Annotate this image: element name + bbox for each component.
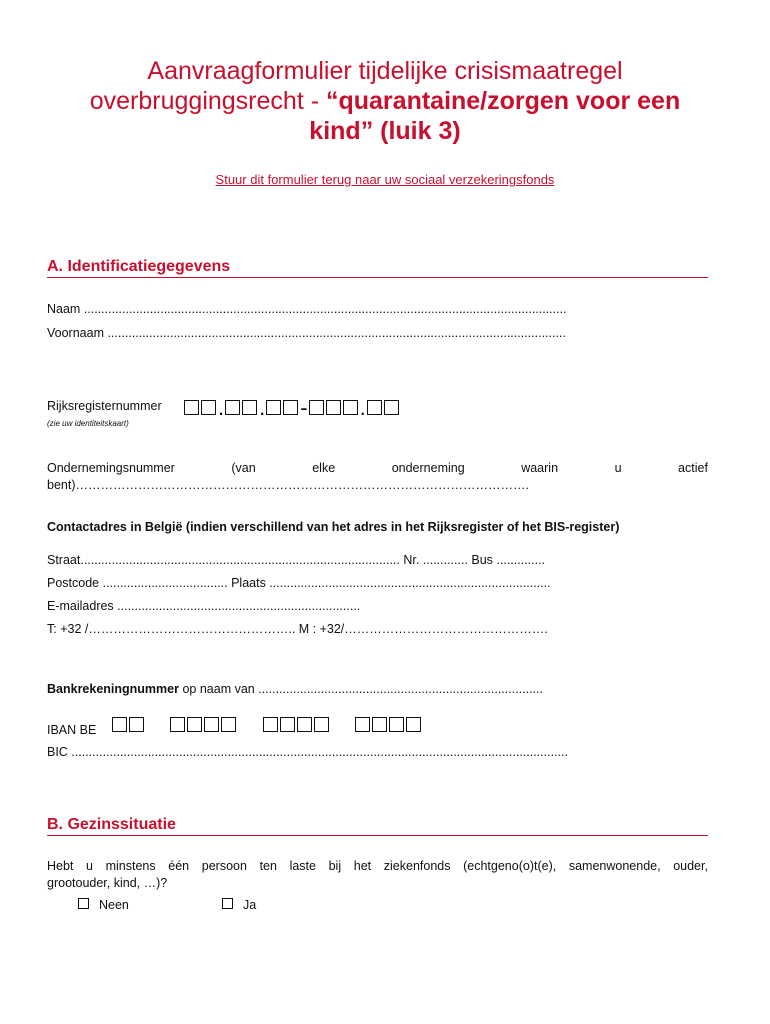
section-b-heading: B. Gezinssituatie xyxy=(47,816,708,836)
contactadres-heading: Contactadres in België (indien verschillend van het adres in het Rijksregister of het BIS-register) xyxy=(47,520,620,534)
title-line-2-plain: overbruggingsrecht - xyxy=(89,87,326,115)
word: het xyxy=(353,859,372,873)
iban-box[interactable] xyxy=(389,717,404,732)
dot-separator: . xyxy=(359,395,366,420)
bankrekening-label: Bankrekeningnummer xyxy=(47,682,179,696)
digit-box[interactable] xyxy=(283,400,298,415)
word: u xyxy=(614,461,622,475)
dot-separator: . xyxy=(218,395,225,420)
word: u xyxy=(86,859,93,873)
title-line-1: Aanvraagformulier tijdelijke crisismaatregel xyxy=(147,57,623,85)
ondernemingsnummer-line-1 xyxy=(47,460,708,477)
iban-box[interactable] xyxy=(204,717,219,732)
digit-box[interactable] xyxy=(343,400,358,415)
digit-box[interactable] xyxy=(309,400,324,415)
digit-box[interactable] xyxy=(326,400,341,415)
word: (echtgeno(o)t(e), xyxy=(463,859,557,873)
iban-box[interactable] xyxy=(372,717,387,732)
word: (van xyxy=(231,461,256,475)
checkbox-ja[interactable] xyxy=(222,898,233,909)
word: elke xyxy=(312,461,336,475)
naam-field[interactable]: Naam ........................................................................................................................................... xyxy=(47,302,567,316)
option-neen[interactable] xyxy=(78,898,129,912)
word: bij xyxy=(328,859,342,873)
word: persoon xyxy=(201,859,247,873)
rijksregister-input[interactable] xyxy=(184,393,401,421)
bankrekening-field[interactable] xyxy=(47,682,708,696)
option-ja[interactable] xyxy=(222,898,256,912)
title-line-2-bold: “quarantaine/zorgen voor een xyxy=(325,87,681,115)
iban-box[interactable] xyxy=(221,717,236,732)
telefoon-field[interactable]: T: +32 /………………………………………….. M : +32/…………………………………………. xyxy=(47,622,548,636)
iban-input[interactable] xyxy=(112,717,423,735)
iban-box[interactable] xyxy=(112,717,127,732)
form-title xyxy=(40,56,730,146)
digit-box[interactable] xyxy=(384,400,399,415)
question-line-1 xyxy=(47,858,708,875)
word: onderneming xyxy=(391,461,465,475)
word: samenwonende, xyxy=(568,859,661,873)
word: ziekenfonds xyxy=(383,859,451,873)
word: één xyxy=(168,859,190,873)
iban-box[interactable] xyxy=(263,717,278,732)
checkbox-neen[interactable] xyxy=(78,898,89,909)
word: actief xyxy=(678,461,708,475)
word: Ondernemingsnummer xyxy=(47,461,175,475)
iban-box[interactable] xyxy=(129,717,144,732)
word: ten xyxy=(259,859,277,873)
ondernemingsnummer-line-2: bent)………………………………………………………………………………………………. xyxy=(47,478,529,492)
postcode-plaats-field[interactable]: Postcode .................................... Plaats ................................................................................. xyxy=(47,576,551,590)
iban-box[interactable] xyxy=(280,717,295,732)
iban-box[interactable] xyxy=(355,717,370,732)
rijksregister-note: (zie uw identiteitskaart) xyxy=(47,419,129,428)
word: minstens xyxy=(105,859,156,873)
gezinssituatie-question xyxy=(47,858,708,892)
iban-box[interactable] xyxy=(170,717,185,732)
word: waarin xyxy=(521,461,559,475)
ondernemingsnummer-field[interactable] xyxy=(47,460,708,494)
email-field[interactable]: E-mailadres ...................................................................... xyxy=(47,599,361,613)
bic-field[interactable]: BIC ............................................................................................................................................... xyxy=(47,745,568,759)
straat-field[interactable]: Straat............................................................................................ Nr. ............. Bus .............. xyxy=(47,553,546,567)
form-subtitle[interactable]: Stuur dit formulier terug naar uw sociaal verzekeringsfonds xyxy=(215,172,555,187)
digit-box[interactable] xyxy=(184,400,199,415)
bankrekening-rest: op naam van .................................................................................. xyxy=(178,682,543,696)
word: laste xyxy=(289,859,316,873)
option-ja-label: Ja xyxy=(243,898,257,912)
dot-separator: . xyxy=(259,395,266,420)
dash-separator: - xyxy=(300,395,308,420)
title-line-2 xyxy=(40,86,730,116)
digit-box[interactable] xyxy=(201,400,216,415)
word: Hebt xyxy=(47,859,74,873)
iban-label: IBAN BE xyxy=(47,723,97,737)
iban-box[interactable] xyxy=(406,717,421,732)
section-a-heading: A. Identificatiegegevens xyxy=(47,258,708,278)
digit-box[interactable] xyxy=(242,400,257,415)
question-line-2: grootouder, kind, …)? xyxy=(47,876,168,890)
digit-box[interactable] xyxy=(266,400,281,415)
title-line-3: kind” (luik 3) xyxy=(309,117,461,145)
option-neen-label: Neen xyxy=(99,898,129,912)
voornaam-field[interactable]: Voornaam .................................................................................................................................... xyxy=(47,326,566,340)
iban-box[interactable] xyxy=(187,717,202,732)
digit-box[interactable] xyxy=(367,400,382,415)
word: ouder, xyxy=(673,859,708,873)
iban-box[interactable] xyxy=(297,717,312,732)
iban-box[interactable] xyxy=(314,717,329,732)
digit-box[interactable] xyxy=(225,400,240,415)
rijksregister-label: Rijksregisternummer xyxy=(47,399,162,413)
